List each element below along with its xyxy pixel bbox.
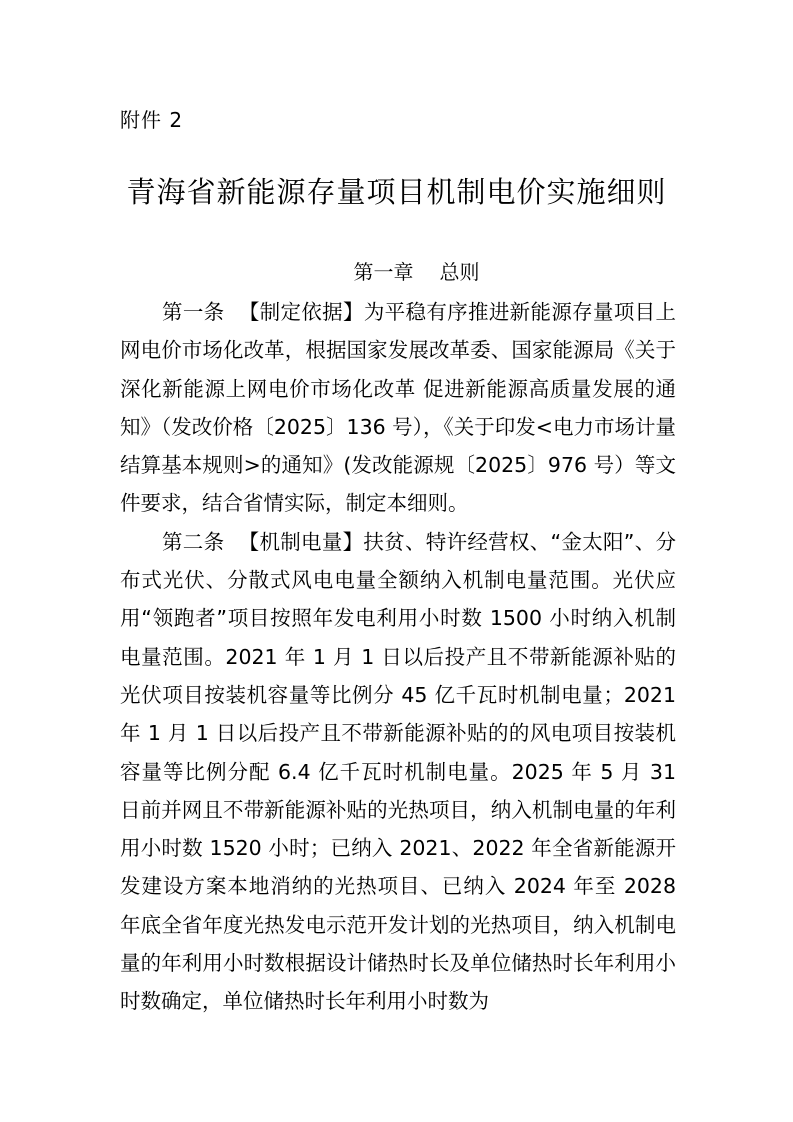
article-text: 扶贫、特许经营权、“金太阳”、分布式光伏、分散式风电电量全额纳入机制电量范围。光伏应用“领跑者”项目按照年发电利用小时数 1500 小时纳入机制电量范围。2021 年 1 月 1 日以后投产且不带新能源补贴的光伏项目按装机容量等比例分 45 亿千瓦时机制电量；2021 年 1 月 1 日以后投产且不带新能源补贴的的风电项目按装机容量等比例分配 6.4 亿千瓦时机制电量。2025 年 5 月 31 日前并网且不带新能源补贴的光热项目，纳入机制电量的年利用小时数 1520 小时；已纳入 2021、2022 年全省新能源开发建设方案本地消纳的光热项目、已纳入 2024 年至 2028 年底全省年度光热发电示范开发计划的光热项目，纳入机制电量的年利用小时数根据设计储热时长及单位储热时长年利用小时数确定，单位储热时长年利用小时数为 bbox=[120, 529, 676, 1014]
attachment-label: 附件 2 bbox=[120, 108, 184, 132]
document-body bbox=[120, 293, 676, 1021]
article-1 bbox=[120, 293, 676, 523]
article-heading: 【机制电量】 bbox=[238, 529, 364, 554]
article-text: 为平稳有序推进新能源存量项目上网电价市场化改革，根据国家发展改革委、国家能源局《关于深化新能源上网电价市场化改革 促进新能源高质量发展的通知》（发改价格〔2025〕136 号），《关于印发<电力市场计量结算基本规则>的通知》(发改能源规〔2025〕976 号）等文件要求，结合省情实际，制定本细则。 bbox=[120, 300, 677, 516]
article-number: 第二条 bbox=[162, 529, 225, 554]
article-number: 第一条 bbox=[162, 300, 225, 324]
article-2 bbox=[120, 523, 676, 1021]
chapter-name: 总则 bbox=[439, 260, 480, 284]
article-heading: 【制定依据】 bbox=[238, 300, 364, 324]
document-title: 青海省新能源存量项目机制电价实施细则 bbox=[126, 175, 667, 209]
chapter-heading bbox=[120, 255, 713, 289]
chapter-number: 第一章 bbox=[353, 260, 414, 284]
